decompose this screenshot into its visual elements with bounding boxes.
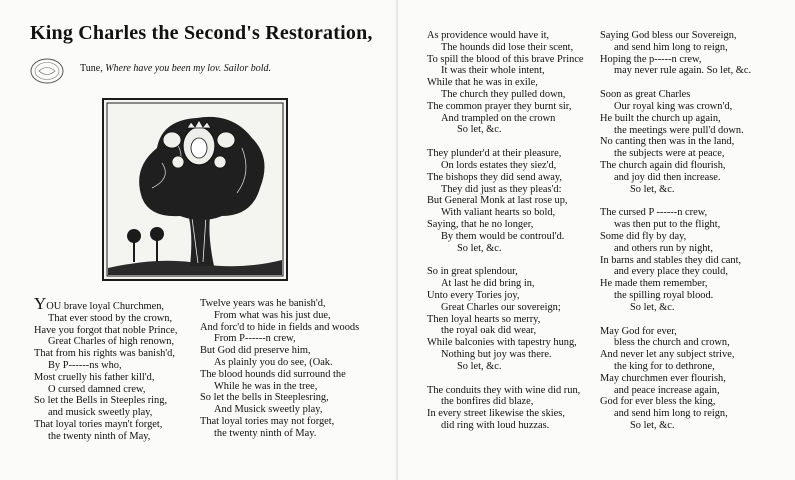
verse-text: Some did fly by day, bbox=[600, 230, 687, 242]
verse-line bbox=[600, 184, 751, 196]
verse-text: So let, &c. bbox=[630, 301, 675, 313]
verse-line bbox=[600, 278, 751, 290]
stanza-gap bbox=[600, 195, 751, 207]
verse-text: The hounds did lose their scent, bbox=[441, 41, 574, 53]
verse-line bbox=[427, 243, 584, 255]
tune-name: Where have you been my lov. Sailor bold. bbox=[105, 63, 271, 74]
verse-text: On lords estates they siez'd, bbox=[441, 159, 557, 171]
verse-line bbox=[34, 372, 178, 384]
verse-text: God for ever bless the king, bbox=[600, 396, 716, 408]
verse-line bbox=[600, 326, 751, 338]
verse-text: Then loyal hearts so merry, bbox=[427, 313, 541, 325]
verse-text: That loyal tories mayn't forget, bbox=[34, 418, 163, 430]
verse-line bbox=[34, 294, 178, 313]
verse-line bbox=[427, 195, 584, 207]
verse-text: But General Monk at last rose up, bbox=[427, 195, 568, 207]
verse-line bbox=[600, 207, 751, 219]
verse-text: O cursed damned crew, bbox=[48, 383, 146, 395]
verse-text: No canting then was in the land, bbox=[600, 136, 735, 148]
verse-text: was then put to the flight, bbox=[614, 219, 721, 231]
verse-line bbox=[600, 243, 751, 255]
verse-line bbox=[600, 396, 751, 408]
verse-line bbox=[427, 160, 584, 172]
ballad-title: King Charles the Second's Restoration, bbox=[30, 22, 373, 44]
verse-line bbox=[600, 420, 751, 432]
verse-line bbox=[200, 392, 359, 404]
verse-line bbox=[600, 255, 751, 267]
verse-text: And Musick sweetly play, bbox=[214, 404, 323, 416]
verse-line bbox=[34, 431, 178, 443]
verse-text: and others run by night, bbox=[614, 242, 713, 254]
verse-text: As providence would have it, bbox=[427, 30, 550, 41]
verse-line bbox=[427, 207, 584, 219]
verse-line bbox=[427, 30, 584, 42]
verse-line bbox=[427, 172, 584, 184]
verse-line bbox=[600, 302, 751, 314]
verse-text: The bishops they did send away, bbox=[427, 171, 562, 183]
verse-line bbox=[34, 407, 178, 419]
verse-text: They did just as they pleas'd: bbox=[441, 183, 562, 195]
verse-text: the royal oak did wear, bbox=[441, 325, 537, 337]
verse-line bbox=[600, 290, 751, 302]
verse-text: the meetings were pull'd down. bbox=[614, 124, 744, 136]
verse-text: So let, &c. bbox=[630, 419, 675, 431]
verse-text: Have you forgot that noble Prince, bbox=[34, 324, 178, 336]
stanza-gap bbox=[600, 314, 751, 326]
verse-line bbox=[427, 148, 584, 160]
verse-text: And forc'd to hide in fields and woods bbox=[200, 321, 360, 333]
verse-column-1 bbox=[34, 294, 178, 443]
verse-text: May churchmen ever flourish, bbox=[600, 372, 726, 384]
verse-line bbox=[600, 148, 751, 160]
verse-text: Soon as great Charles bbox=[600, 89, 691, 101]
verse-text: He made them remember, bbox=[600, 278, 708, 290]
verse-text: That from his rights was banish'd, bbox=[34, 348, 175, 360]
verse-text: So let the Bells in Steeples ring, bbox=[34, 395, 168, 407]
verse-line bbox=[600, 373, 751, 385]
verse-text: Nothing but joy was there. bbox=[441, 348, 552, 360]
verse-line bbox=[200, 416, 359, 428]
verse-text: With valiant hearts so bold, bbox=[441, 207, 556, 219]
royal-oak-woodcut bbox=[102, 98, 288, 281]
verse-text: That ever stood by the crown, bbox=[48, 312, 173, 324]
verse-line bbox=[427, 42, 584, 54]
verse-line bbox=[600, 101, 751, 113]
stanza-gap bbox=[427, 254, 584, 266]
verse-line bbox=[600, 361, 751, 373]
verse-text: Most cruelly his father kill'd, bbox=[34, 371, 155, 383]
verse-text: He built the church up again, bbox=[600, 112, 721, 124]
verse-line bbox=[600, 349, 751, 361]
verse-text: and send him long to reign, bbox=[614, 41, 728, 53]
verse-text: While balconies with tapestry hung, bbox=[427, 337, 577, 349]
verse-text: and musick sweetly play, bbox=[48, 407, 153, 419]
verse-text: So let, &c. bbox=[457, 242, 502, 254]
verse-text: the spilling royal blood. bbox=[614, 289, 714, 301]
verse-line bbox=[200, 333, 359, 345]
verse-line bbox=[600, 172, 751, 184]
verse-line bbox=[600, 160, 751, 172]
verse-text: OU brave loyal Churchmen, bbox=[46, 301, 165, 312]
verse-line bbox=[427, 77, 584, 89]
verse-line bbox=[34, 348, 178, 360]
verse-line bbox=[34, 313, 178, 325]
stanza-gap bbox=[427, 136, 584, 148]
verse-text: the king for to dethrone, bbox=[614, 360, 715, 372]
verse-text: So let, &c. bbox=[457, 124, 502, 136]
verse-line bbox=[200, 369, 359, 381]
verse-text: and joy did then increase. bbox=[614, 171, 721, 183]
verse-line bbox=[600, 136, 751, 148]
verse-line bbox=[600, 231, 751, 243]
drop-cap: Y bbox=[34, 294, 47, 313]
verse-text: the twenty ninth of May. bbox=[214, 427, 317, 439]
tune-line bbox=[80, 63, 271, 74]
verse-text: Saying, that he no longer, bbox=[427, 218, 534, 230]
verse-text: The cursed P ------n crew, bbox=[600, 207, 708, 219]
verse-text: Hoping the p-----n crew, bbox=[600, 53, 702, 65]
verse-line bbox=[200, 345, 359, 357]
verse-text: In every street likewise the skies, bbox=[427, 408, 565, 420]
verse-line bbox=[34, 395, 178, 407]
verse-text: the subjects were at peace, bbox=[614, 148, 725, 160]
tune-prefix: Tune, bbox=[80, 63, 103, 74]
verse-text: They plunder'd at their pleasure, bbox=[427, 148, 562, 160]
verse-line bbox=[600, 89, 751, 101]
verse-line bbox=[427, 337, 584, 349]
verse-text: In barns and stables they did cant, bbox=[600, 254, 742, 266]
verse-line bbox=[427, 314, 584, 326]
verse-text: Our royal king was crown'd, bbox=[614, 100, 733, 112]
verse-column-2 bbox=[200, 298, 359, 440]
verse-line bbox=[427, 302, 584, 314]
verse-line bbox=[427, 124, 584, 136]
verse-line bbox=[427, 408, 584, 420]
verse-text: and peace increase again, bbox=[614, 384, 720, 396]
verse-line bbox=[427, 231, 584, 243]
verse-text: So let, &c. bbox=[457, 360, 502, 372]
verse-line bbox=[427, 65, 584, 77]
verse-line bbox=[427, 278, 584, 290]
verse-text: did ring with loud huzzas. bbox=[441, 419, 550, 431]
verse-line bbox=[427, 385, 584, 397]
verse-text: Unto every Tories joy, bbox=[427, 289, 520, 301]
verse-text: Great Charles of high renown, bbox=[48, 336, 175, 348]
verse-text: the twenty ninth of May, bbox=[48, 430, 151, 442]
verse-line bbox=[200, 381, 359, 393]
verse-text: the bonfires did blaze, bbox=[441, 396, 534, 408]
verse-text: From P------n crew, bbox=[214, 333, 296, 345]
verse-line bbox=[34, 325, 178, 337]
verse-text: The common prayer they burnt sir, bbox=[427, 100, 572, 112]
verse-text: It was their whole intent, bbox=[441, 65, 545, 77]
verse-line bbox=[427, 89, 584, 101]
library-stamp bbox=[30, 58, 64, 84]
verse-line bbox=[427, 266, 584, 278]
verse-line bbox=[427, 184, 584, 196]
verse-line bbox=[600, 266, 751, 278]
verse-line bbox=[600, 337, 751, 349]
verse-line bbox=[600, 54, 751, 66]
stanza-gap bbox=[427, 373, 584, 385]
verse-column-3 bbox=[427, 30, 584, 432]
verse-text: That loyal tories may not forget, bbox=[200, 415, 335, 427]
left-page bbox=[0, 0, 397, 480]
verse-line bbox=[600, 219, 751, 231]
verse-line bbox=[427, 113, 584, 125]
verse-column-4 bbox=[600, 30, 751, 432]
verse-line bbox=[427, 54, 584, 66]
verse-line bbox=[427, 349, 584, 361]
verse-text: And trampled on the crown bbox=[441, 112, 556, 124]
verse-line bbox=[200, 298, 359, 310]
verse-text: The blood hounds did surround the bbox=[200, 368, 346, 380]
verse-line bbox=[200, 357, 359, 369]
verse-text: bless the church and crown, bbox=[614, 337, 730, 349]
verse-text: May God for ever, bbox=[600, 325, 677, 337]
verse-line bbox=[600, 30, 751, 42]
verse-text: The church they pulled down, bbox=[441, 88, 566, 100]
stanza-gap bbox=[600, 77, 751, 89]
verse-line bbox=[600, 408, 751, 420]
verse-line bbox=[200, 428, 359, 440]
verse-line bbox=[600, 113, 751, 125]
verse-text: Saying God bless our Sovereign, bbox=[600, 30, 737, 41]
verse-line bbox=[427, 219, 584, 231]
verse-line bbox=[34, 360, 178, 372]
verse-text: While that he was in exile, bbox=[427, 77, 538, 89]
verse-text: And never let any subject strive, bbox=[600, 349, 735, 361]
verse-line bbox=[34, 384, 178, 396]
verse-text: Twelve years was he banish'd, bbox=[200, 298, 326, 309]
verse-line bbox=[34, 419, 178, 431]
verse-text: So let, &c. bbox=[630, 183, 675, 195]
verse-line bbox=[427, 396, 584, 408]
verse-line bbox=[200, 322, 359, 334]
verse-line bbox=[34, 336, 178, 348]
verse-text: But God did preserve him, bbox=[200, 345, 311, 357]
verse-line bbox=[427, 420, 584, 432]
verse-line bbox=[600, 65, 751, 77]
verse-line bbox=[427, 361, 584, 373]
verse-text: The conduits they with wine did run, bbox=[427, 384, 581, 396]
verse-text: By them would be controul'd. bbox=[441, 230, 565, 242]
verse-text: Great Charles our sovereign; bbox=[441, 301, 561, 313]
verse-text: By P------ns who, bbox=[48, 359, 122, 371]
verse-text: The church again did flourish, bbox=[600, 159, 726, 171]
verse-text: So in great splendour, bbox=[427, 266, 518, 278]
verse-text: To spill the blood of this brave Prince bbox=[427, 53, 584, 65]
verse-line bbox=[427, 325, 584, 337]
verse-line bbox=[600, 125, 751, 137]
verse-text: At last he did bring in, bbox=[441, 278, 535, 290]
verse-line bbox=[427, 101, 584, 113]
verse-line bbox=[200, 310, 359, 322]
verse-text: From what was his just due, bbox=[214, 309, 331, 321]
verse-text: and every place they could, bbox=[614, 266, 728, 278]
verse-text: While he was in the tree, bbox=[214, 380, 318, 392]
verse-line bbox=[427, 290, 584, 302]
verse-line bbox=[600, 385, 751, 397]
verse-line bbox=[200, 404, 359, 416]
verse-line bbox=[600, 42, 751, 54]
verse-text: So let the bells in Steeplesring, bbox=[200, 392, 329, 404]
verse-text: and send him long to reign, bbox=[614, 408, 728, 420]
verse-text: may never rule again. So let, &c. bbox=[614, 65, 752, 77]
verse-text: As plainly you do see, (Oak. bbox=[214, 356, 333, 368]
